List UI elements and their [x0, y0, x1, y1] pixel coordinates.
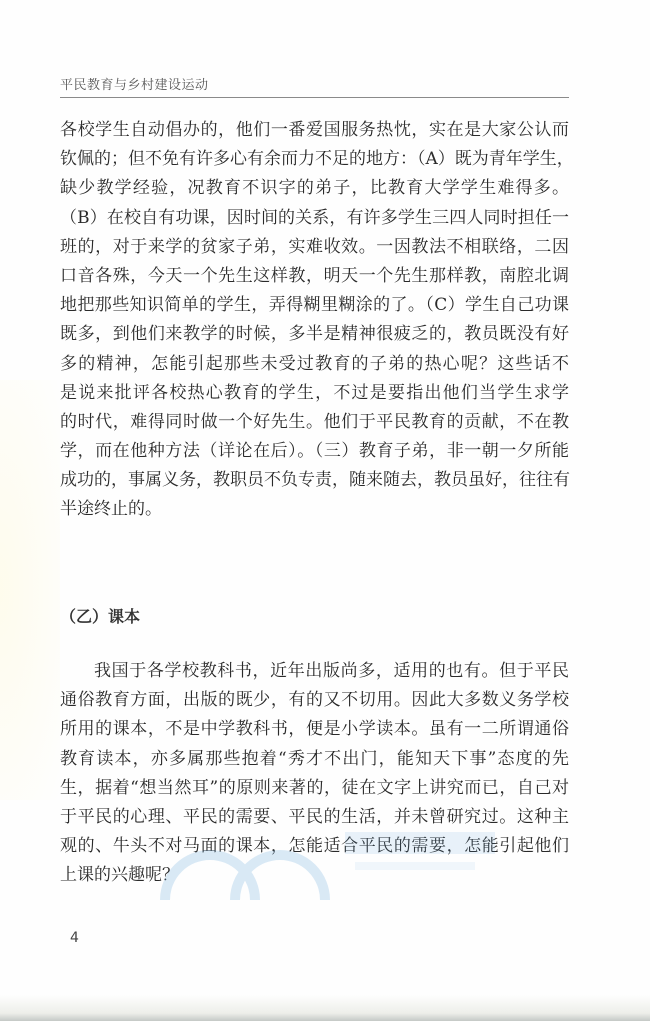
text-line: 所用的课本，不是中学教科书，便是小学读本。虽有一二所谓通俗	[60, 719, 569, 740]
text-line: 地把那些知识简单的学生，弄得糊里糊涂的了。（C）学生自己功课	[60, 295, 569, 316]
paragraph-1	[60, 116, 574, 525]
text-line: 钦佩的；但不免有许多心有余而力不足的地方：（A）既为青年学生，	[60, 149, 574, 170]
text-line: 学，而在他种方法（详论在后）。（三）教育子弟，非一朝一夕所能	[60, 441, 569, 462]
text-line: 上课的兴趣呢？	[60, 865, 179, 886]
text-line: 是说来批评各校热心教育的学生，不过是要指出他们当学生求学	[60, 382, 569, 403]
text-line: 缺少教学经验，况教育不识字的弟子，比教育大学学生难得多。	[60, 178, 569, 199]
page-edge-shadow	[0, 995, 650, 1021]
section-heading: （乙）课本	[60, 607, 141, 626]
text-line: 既多，到他们来教学的时候，多半是精神很疲乏的，教员既没有好	[60, 324, 569, 345]
text-line: 多的精神，怎能引起那些未受过教育的子弟的热心呢？这些话不	[60, 353, 569, 374]
text-line: 通俗教育方面，出版的既少，有的又不切用。因此大多数义务学校	[60, 690, 569, 711]
running-header: 平民教育与乡村建设运动	[60, 78, 209, 93]
text-line: 生，据着“想当然耳”的原则来著的，徒在文字上讲究而已，自己对	[60, 777, 569, 798]
text-line: 口音各殊，今天一个先生这样教，明天一个先生那样教，南腔北调	[60, 265, 569, 286]
text-line: 成功的，事属义务，教职员不负专责，随来随去，教员虽好，往往有	[60, 470, 570, 491]
text-line: 班的，对于来学的贫家子弟，实难收效。一因教法不相联络，二因	[60, 236, 569, 257]
text-line: 于平民的心理、平民的需要、平民的生活，并未曾研究过。这种主	[60, 806, 569, 827]
text-line: 各校学生自动倡办的，他们一番爱国服务热忱，实在是大家公认而	[60, 120, 569, 140]
paper-tint	[0, 380, 60, 800]
text-line: 教育读本，亦多属那些抱着“秀才不出门，能知天下事”态度的先	[60, 748, 569, 769]
header-rule	[60, 97, 569, 98]
text-line: 观的、牛头不对马面的课本，怎能适合平民的需要，怎能引起他们	[60, 836, 569, 857]
page-number: 4	[70, 930, 79, 946]
text-line: 的时代，难得同时做一个好先生。他们于平民教育的贡献，不在教	[60, 411, 569, 432]
paragraph-2	[60, 657, 569, 891]
text-line: 半途终止的。	[60, 499, 162, 520]
text-line: 我国于各学校教科书，近年出版尚多，适用的也有。但于平民	[94, 661, 569, 681]
text-line: （B）在校自有功课，因时间的关系，有许多学生三四人同时担任一	[60, 207, 569, 228]
